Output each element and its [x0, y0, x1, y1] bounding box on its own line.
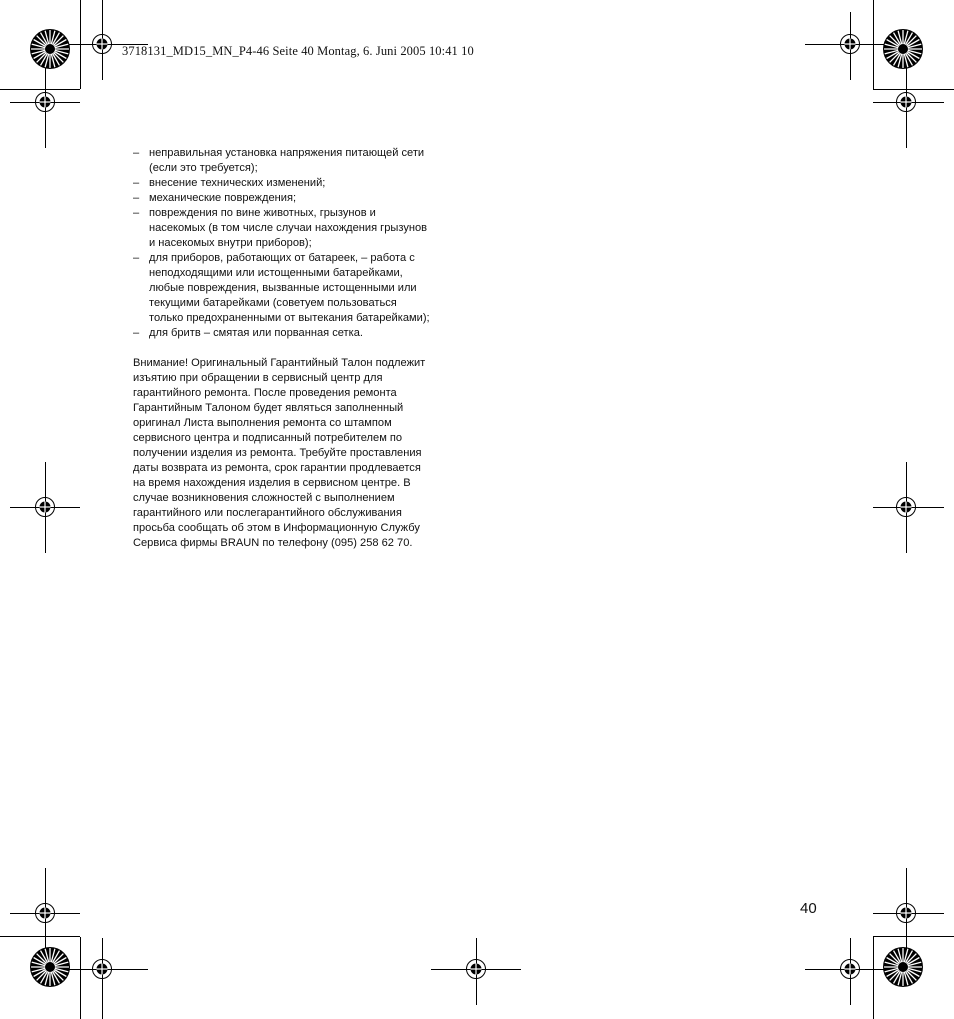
notice-line: случае возникновения сложностей с выполнением: [133, 492, 395, 504]
page-number: 40: [800, 900, 817, 917]
list-item: [133, 176, 478, 191]
warranty-exclusions-list: [133, 146, 478, 341]
list-item-line: для бритв – смятая или порванная сетка.: [149, 327, 363, 339]
notice-line: Внимание! Оригинальный Гарантийный Талон подлежит: [133, 357, 426, 369]
list-item: [133, 251, 478, 326]
list-item-line: (если это требуется);: [149, 162, 258, 174]
dash-bullet: –: [133, 252, 140, 264]
list-item-line: механические повреждения;: [149, 192, 297, 204]
list-item-line: неподходящими или истощенными батарейками,: [149, 267, 403, 279]
notice-line: Сервиса фирмы BRAUN по телефону (095) 258 62 70.: [133, 537, 413, 549]
list-item-line: насекомых (в том числе случаи нахождения грызунов: [149, 222, 428, 234]
color-bar-starburst-icon: [31, 30, 70, 69]
dash-bullet: –: [133, 327, 140, 339]
notice-line: гарантийного ремонта. После проведения ремонта: [133, 387, 397, 399]
list-item-line: повреждения по вине животных, грызунов и: [149, 207, 376, 219]
notice-line: просьба сообщать об этом в Информационную Службу: [133, 522, 420, 534]
list-item-line: текущими батарейками (советуем пользоваться: [149, 297, 397, 309]
notice-line: на время нахождения изделия в сервисном центре. В: [133, 477, 411, 489]
color-bar-starburst-icon: [884, 948, 923, 987]
notice-line: изъятию при обращении в сервисный центр для: [133, 372, 383, 384]
dash-bullet: –: [133, 192, 140, 204]
warranty-notice-paragraph: [133, 356, 478, 551]
notice-line: даты возврата из ремонта, срок гарантии продлевается: [133, 462, 421, 474]
list-item: [133, 206, 478, 251]
notice-line: гарантийного или послегарантийного обслуживания: [133, 507, 402, 519]
notice-line: оригинал Листа выполнения ремонта со штампом: [133, 417, 392, 429]
list-item-line: только предохраненными от вытекания батарейками);: [149, 312, 430, 324]
dash-bullet: –: [133, 177, 140, 189]
color-bar-starburst-icon: [884, 30, 923, 69]
notice-line: получении изделия из ремонта. Требуйте проставления: [133, 447, 422, 459]
color-bar-starburst-icon: [31, 948, 70, 987]
dash-bullet: –: [133, 147, 140, 159]
list-item: [133, 146, 478, 176]
page-body: [133, 146, 478, 551]
list-item-line: неправильная установка напряжения питающей сети: [149, 147, 425, 159]
list-item: [133, 191, 478, 206]
dash-bullet: –: [133, 207, 140, 219]
list-item: [133, 326, 478, 341]
print-slug-line: 3718131_MD15_MN_P4-46 Seite 40 Montag, 6. Juni 2005 10:41 10: [122, 44, 474, 58]
notice-line: Гарантийным Талоном будет являться заполненный: [133, 402, 404, 414]
notice-line: сервисного центра и подписанный потребителем по: [133, 432, 403, 444]
list-item-line: внесение технических изменений;: [149, 177, 326, 189]
list-item-line: любые повреждения, вызванные истощенными или: [149, 282, 417, 294]
list-item-line: для приборов, работающих от батареек, – работа с: [149, 252, 415, 264]
list-item-line: и насекомых внутри приборов);: [149, 237, 312, 249]
